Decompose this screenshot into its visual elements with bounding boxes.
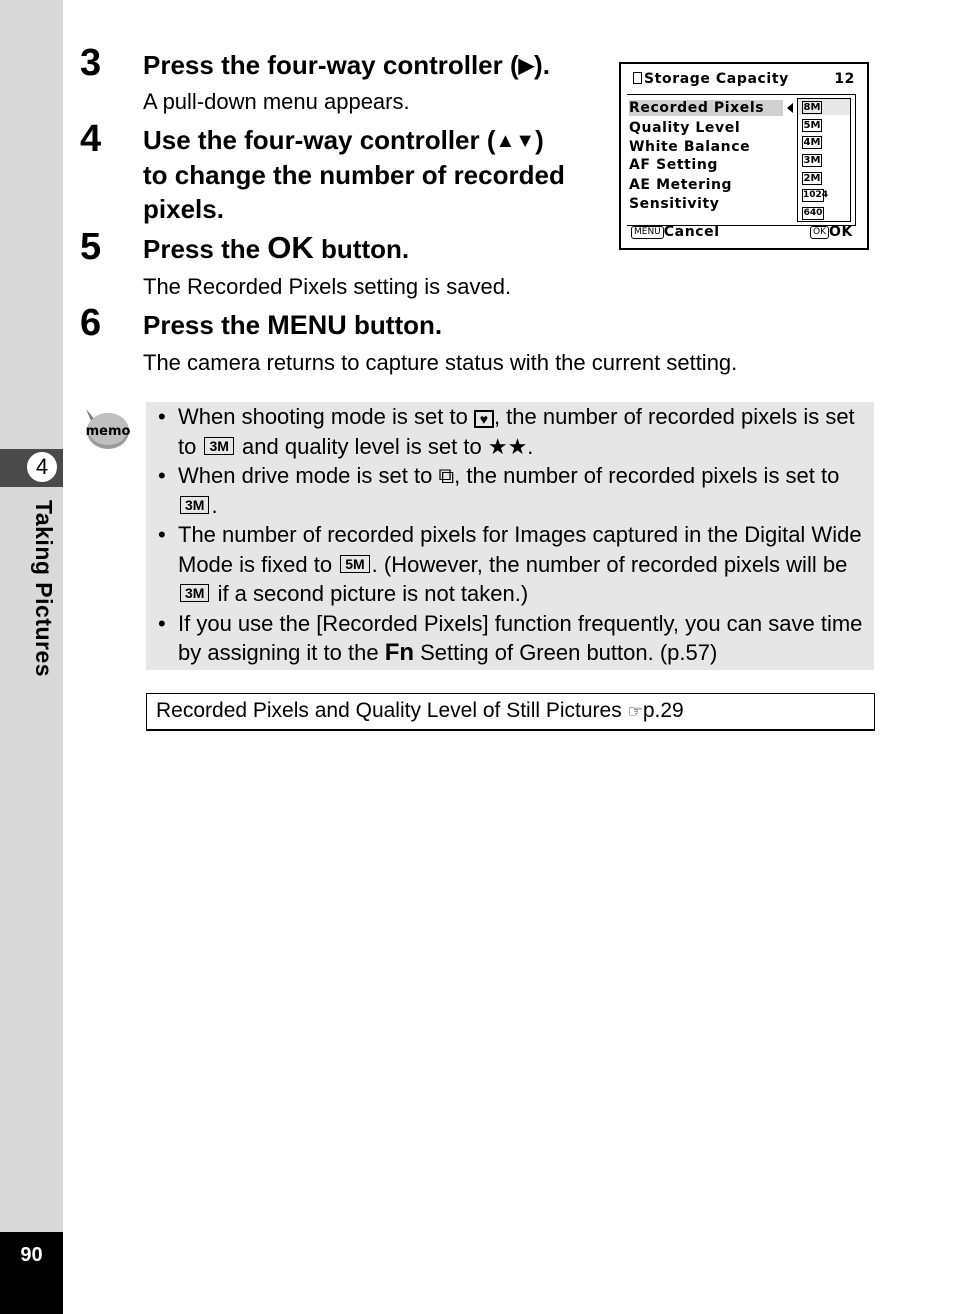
resolution-badge: 3M <box>204 437 233 455</box>
step-description: The camera returns to capture status with the current setting. <box>143 350 738 375</box>
step-title-text: ) <box>535 125 544 155</box>
left-arrow-icon <box>787 103 793 113</box>
step-title-text: button. <box>313 234 410 264</box>
memo-text: if a second picture is not taken.) <box>211 581 529 606</box>
memo-icon <box>82 405 130 451</box>
step-title-text: Press the <box>143 234 268 264</box>
memo-text: Setting of Green button. (p.57) <box>414 640 718 665</box>
storage-capacity-label <box>633 71 789 87</box>
screen-footer <box>631 224 861 240</box>
step-number: 3 <box>80 42 102 84</box>
resolution-badge: 3M <box>180 496 209 514</box>
ok-button-icon: OK <box>267 230 314 265</box>
resolution-badge: 3M <box>180 584 209 602</box>
ok-label-group <box>810 224 853 240</box>
step-title <box>143 308 442 342</box>
pixel-options-dropdown <box>797 98 851 222</box>
chapter-number: 4 <box>25 450 59 484</box>
option-2m: 2M <box>803 173 821 184</box>
ok-label: OK <box>829 224 853 240</box>
menu-item-recorded-pixels: Recorded Pixels <box>629 100 783 116</box>
option-4m: 4M <box>803 137 821 148</box>
step-title <box>143 48 550 83</box>
storage-capacity-count: 12 <box>834 71 855 87</box>
up-down-arrow-icon: ▲▼ <box>495 130 536 152</box>
menu-item-ae-metering: AE Metering <box>629 177 733 193</box>
reference-page: p.29 <box>642 699 684 722</box>
fn-button-icon: Fn <box>384 639 415 666</box>
step-title-text: to change the number of recorded <box>143 160 565 190</box>
step-description: A pull-down menu appears. <box>143 89 410 114</box>
option-3m: 3M <box>803 155 821 166</box>
menu-button-icon: MENU <box>267 310 347 340</box>
cancel-label: Cancel <box>663 224 720 240</box>
step-title-text: button. <box>346 310 443 340</box>
reference-box <box>146 693 875 731</box>
memo-icon-label: memo <box>85 424 130 439</box>
option-1024: 1024 <box>803 190 829 200</box>
memo-text: . <box>211 492 218 518</box>
option-8m: 8M <box>803 102 821 113</box>
option-640: 640 <box>803 208 823 218</box>
continuous-shooting-icon: ⧉ <box>438 463 455 488</box>
memo-text: . (However, the number of recorded pixels will be <box>371 551 848 577</box>
step-title <box>143 231 409 266</box>
chapter-sidebar <box>0 0 63 1314</box>
step-number: 6 <box>80 302 102 344</box>
memo-text: and quality level is set to <box>235 433 488 459</box>
chapter-title: Taking Pictures <box>31 500 57 678</box>
step-title-text: pixels. <box>143 194 224 224</box>
menu-item-quality-level: Quality Level <box>629 120 741 136</box>
menu-item-white-balance: White Balance <box>629 139 751 155</box>
step-title-text: Use the four-way controller ( <box>143 125 496 155</box>
menu-item-sensitivity: Sensitivity <box>629 196 720 212</box>
step-title-text: Press the <box>143 310 268 340</box>
memo-text: , the number of recorded pixels is set to <box>178 404 855 459</box>
memo-text: When drive mode is set to <box>178 463 439 488</box>
step-number: 4 <box>80 118 102 160</box>
ok-key-icon: OK <box>810 226 829 239</box>
step-title-text: ). <box>534 50 550 80</box>
right-arrow-icon: ▶ <box>518 55 535 77</box>
pet-mode-icon: ♥ <box>474 410 494 428</box>
storage-capacity-text: Storage Capacity <box>644 71 789 87</box>
step-number: 5 <box>80 226 102 268</box>
memo-bullet: • If you use the [Recorded Pixels] function frequently, you can save time by assigning it to the Fn Setting of Green button. (p.57) <box>158 610 863 666</box>
menu-key-icon: MENU <box>631 226 664 239</box>
memo-bullet: • When drive mode is set to ⧉, the number of recorded pixels is set to 3M . <box>158 463 840 518</box>
page-number: 90 <box>20 1244 43 1266</box>
camera-menu-screen <box>619 62 869 250</box>
step-title-text: Press the four-way controller ( <box>143 50 519 80</box>
memo-bullet: • When shooting mode is set to ♥ , the number of recorded pixels is set to 3M and quality level is set to ★★. <box>158 404 855 459</box>
option-5m: 5M <box>803 120 821 131</box>
memo-text: . <box>527 433 534 459</box>
menu-item-af-setting: AF Setting <box>629 157 719 173</box>
memory-card-icon <box>633 72 642 84</box>
memo-text: When shooting mode is set to <box>178 404 474 429</box>
memo-list <box>146 402 874 668</box>
memo-text: The number of recorded pixels for Images captured in the Digital Wide Mode is fixed to <box>178 522 862 577</box>
quality-stars-icon: ★★ <box>487 433 528 459</box>
memo-text: If you use the [Recorded Pixels] function frequently, you can save time by assigning it to the <box>178 610 863 665</box>
reference-text: Recorded Pixels and Quality Level of Still Pictures <box>156 699 628 722</box>
step-title <box>143 123 565 226</box>
resolution-badge: 5M <box>340 555 369 573</box>
step-description: The Recorded Pixels setting is saved. <box>143 274 512 299</box>
pointing-hand-icon: ☞ <box>627 702 643 721</box>
memo-text: , the number of recorded pixels is set to <box>454 463 840 488</box>
memo-bullet: • The number of recorded pixels for Images captured in the Digital Wide Mode is fixed to 5M . (However, the number of recorded pixels will be 3M if a second picture is not taken.) <box>158 522 862 606</box>
